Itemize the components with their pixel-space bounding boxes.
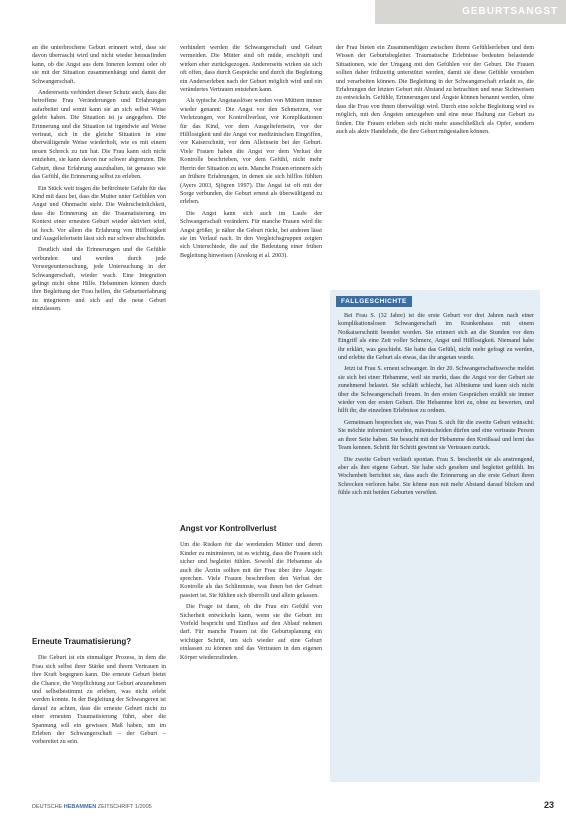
source-brand: HEBAMMEN — [63, 804, 97, 810]
paragraph: Die Frage ist dann, ob die Frau ein Gefühl von Sicherheit entwickeln kann, wenn sie die Geburt im Vorfeld bespricht und Einfluss auf den Ablauf nehmen darf. Für manche Frauen ist die Geburtsplanung ein wichtiger Schritt, um sich wieder auf eine Geburt einlassen zu können und das Vertrauen in den eigenen Körper wiederzufinden. — [180, 604, 322, 661]
case-study-box — [330, 290, 540, 782]
paragraph: Um die Risiken für die werdenden Mütter und deren Kinder zu minimieren, ist es wichtig, dass die Frauen sich sicher und begleitet fühlen. Sowohl die Hebamme als auch die Ärztin sollten mit der Frau über ihre Ängste sprechen. Viele Frauen beschreiben den Verlust der Kontrolle als das Schlimmste, was ihnen bei der Geburt passiert ist. Sie fühlten sich überrollt und allein gelassen. — [180, 542, 322, 599]
paragraph: Andererseits verhindert dieser Schutz auch, dass die betroffene Frau Veränderungen und Erfahrungen aufarbeitet und somit kann sie an sich selbst Weise gelebt haben. Die Situation ist ja angegeben. Die Erinnerung und die Situation ist irgendwie auf Weise vertraut, sich in die gleiche Situation in eine überwältigende Weise wiederholt, wie es mit einem neuen Schreck zu tun hat. Die Frau kann sich nicht entziehen, sie kann davon nur schwer abgrenzen. Die Geburt, diese Erfahrung auszuhalten, ist genauso wie das Gefühl, die Erinnerung selbst zu erleben. — [32, 90, 166, 181]
column-body — [180, 44, 322, 511]
section-label: GEBURTSANGST — [462, 6, 558, 17]
paragraph: Die zweite Geburt verläuft spontan. Frau S. beschreibt sie als anstrengend, aber als ihre eigene Geburt. Sie habe sich gesehen und begleitet gefühlt. Im Wochenbett berichtet sie, dass auch die Erinnerung an die erste Geburt ihren Schrecken verloren habe. Sie könne nun mit mehr Abstand darauf blicken und fühle sich mit beiden Geburten versöhnt. — [338, 456, 534, 497]
paragraph: Bei Frau S. (32 Jahre) ist die erste Geburt vor drei Jahren nach einer komplikationslosen Schwangerschaft im Krankenhaus mit einem Notkaiserschnitt beendet worden. Sie erinnert sich an die Stunden vor dem Eingriff als eine Zeit voller Schmerz, Angst und Hilflosigkeit. Niemand habe ihr erklärt, was geschieht. Sie hatte das Gefühl, nicht mehr gefragt zu werden, und erlebte die Geburt als etwas, das ihr angetan wurde. — [338, 313, 534, 362]
paragraph: Jetzt ist Frau S. erneut schwanger. In der 20. Schwangerschaftswoche meldet sie sich bei einer Hebamme, weil sie merkt, dass die Angst vor der Geburt sie zunehmend belastet. Sie schläft schlecht, hat Albträume und kann sich nicht über die Schwangerschaft freuen. In den ersten Gesprächen erzählt sie immer wieder von der ersten Geburt. Die Hebamme hört zu, ohne zu bewerten, und hilft ihr, die einzelnen Erlebnisse zu ordnen. — [338, 366, 534, 415]
source-prefix: DEUTSCHE — [32, 804, 63, 810]
subheading: Angst vor Kontrollverlust — [180, 524, 277, 533]
paragraph: der Frau bieten ein Zusammenfügen zwischen ihrem Gefühlserleben und dem Wissen der Geburtsbegleiter. Traumatische Erlebnisse bedeuten belastende Situationen, wie der Umgang mit den Gefühlen vor der Geburt. Die Frauen sollten daher frühzeitig unterstützt werden, damit sie diese Gefühle verstehen und verarbeiten können. Die Begleitung in der Schwangerschaft erlaubt es, die Erfahrungen der letzten Geburt mit Abstand zu betrachten und neue Sichtweisen zu entwickeln. Gefühle, Erinnerungen und Ängste können benannt werden, ohne dass die Frau von ihnen überwältigt wird. Durch eine solche Begleitung wird es möglich, mit den Ängsten umzugehen und eine neue Haltung zur Geburt zu finden. Die Frauen erleben sich nicht mehr ausschließlich als Opfer, sondern auch als aktiv Handelnde, die ihre Geburt mitgestalten können. — [336, 45, 534, 136]
case-study-body — [338, 312, 534, 778]
subheading: Erneute Traumatisierung? — [32, 637, 132, 646]
paragraph: Gemeinsam besprechen sie, was Frau S. sich für die zweite Geburt wünscht: Sie möchte informiert werden, mitentscheiden dürfen und eine vertraute Person an ihrer Seite haben. Sie besucht mit der Hebamme den Kreißsaal und lernt das Team kennen. Schritt für Schritt gewinnt sie Vertrauen zurück. — [338, 419, 534, 452]
paragraph: an die unterbrochene Geburt erinnert wird, dass sie davon überrascht wird und nicht wieder herausfinden kann, ob die Angst aus dem Inneren kommt oder ob sie mit der Situation zusammenhängt und damit der Schwangerschaft. — [32, 45, 166, 85]
paragraph: Als typische Angstauslöser werden von Müttern immer wieder genannt: Die Angst vor den Schmerzen, vor Verletzungen, vor Kontrollverlust, vor Komplikationen für das Kind, vor dem Ausgeliefertsein, vor der Hilflosigkeit und die Angst vor medizinischen Eingriffen, vor Kaiserschnitt, vor dem Alleinsein bei der Geburt. Viele Frauen haben die Angst vor dem Verlust der Kontrolle beschrieben, vor dem Gefühl, nicht mehr Herrin der Situation zu sein. Manche Frauen erinnern sich an frühere Erfahrungen, in denen sie sich hilflos fühlten (Ayers 2003, Sjögren 1997). Die Angst ist oft mit der Sorge verbunden, die Geburt erneut als überwältigend zu erleben. — [180, 98, 322, 206]
paragraph: verhindert werden die Schwangerschaft und Geburt vermeiden. Die Mütter sind oft müde, erschöpft und wirken eher zurückgezogen. Andererseits wirken sie sich oft offen, dass durch Gespräche und durch die Begleitung ein Anderserleben nach der Geburt möglich wird und ein verändertes Vertrauen entstehen kann. — [180, 45, 322, 94]
case-study-tag: FALLGESCHICHTE — [336, 296, 412, 307]
paragraph: Deutlich sind die Erinnerungen und die Gefühle verbunden und werden durch jede Vorsorgeuntersuchung, jede Untersuchung in der Schwangerschaft, wieder wach. Eine Integration gelingt nicht ohne Hilfe. Hebammen können durch ihre Begleitung der Frau helfen, die Geburtserfahrung zu integrieren und sich auf die neue Geburt einzulassen. — [32, 247, 166, 313]
footer-source — [32, 804, 152, 810]
column-body — [32, 44, 166, 624]
page-number: 23 — [543, 800, 554, 810]
text-column-1 — [32, 44, 166, 782]
text-column-2 — [180, 44, 322, 782]
paragraph: Die Angst kann sich auch im Laufe der Schwangerschaft verändern. Für manche Frauen wird die Angst größer, je näher die Geburt rückt, bei anderen lässt sie im Verlauf nach. In den Vergleichsgruppen zeigten sich Unterschiede, die auf die Bedeutung einer frühen Begleitung hinweisen (Areskog et al. 2003). — [180, 210, 322, 259]
paragraph: Die Geburt ist ein einmaliger Prozess, in dem die Frau sich selbst ihrer Stärke und ihrem Vertrauen in ihre Kraft begegnen kann. Die erneute Geburt bietet die Chance, die Verpflichtung zur Geburt anzunehmen und selbstbestimmt zu erleben, was nicht erlebt werden konnte. In der Begleitung der Schwangeren ist darauf zu achten, dass die erneute Geburt nicht zu einer erneuten Traumatisierung führt, aber die Spannung soll ein gewisses Maß haben, um im Erleben der Schwangerschaft – der Geburt – vorbereitet zu sein. — [32, 655, 166, 746]
paragraph: Ein Stück weit tragen die befürchtete Gefahr für das Kind mit dazu bei, dass die Mutter unter Gefühlen von Angst und Ohnmacht steht. Die Wahrscheinlichkeit, dass die Erinnerung an die Traumatisierung im Kontext einer erneuten Geburt wieder aktiviert wird, ist hoch. Vor allem die Erfahrung von Hilflosigkeit und Ausgeliefertsein lässt sich nur schwer abschütteln. — [32, 185, 166, 242]
section-header-band — [375, 0, 566, 24]
source-suffix: ZEITSCHRIFT 1/2005 — [97, 804, 152, 810]
text-column-3 — [336, 44, 534, 272]
